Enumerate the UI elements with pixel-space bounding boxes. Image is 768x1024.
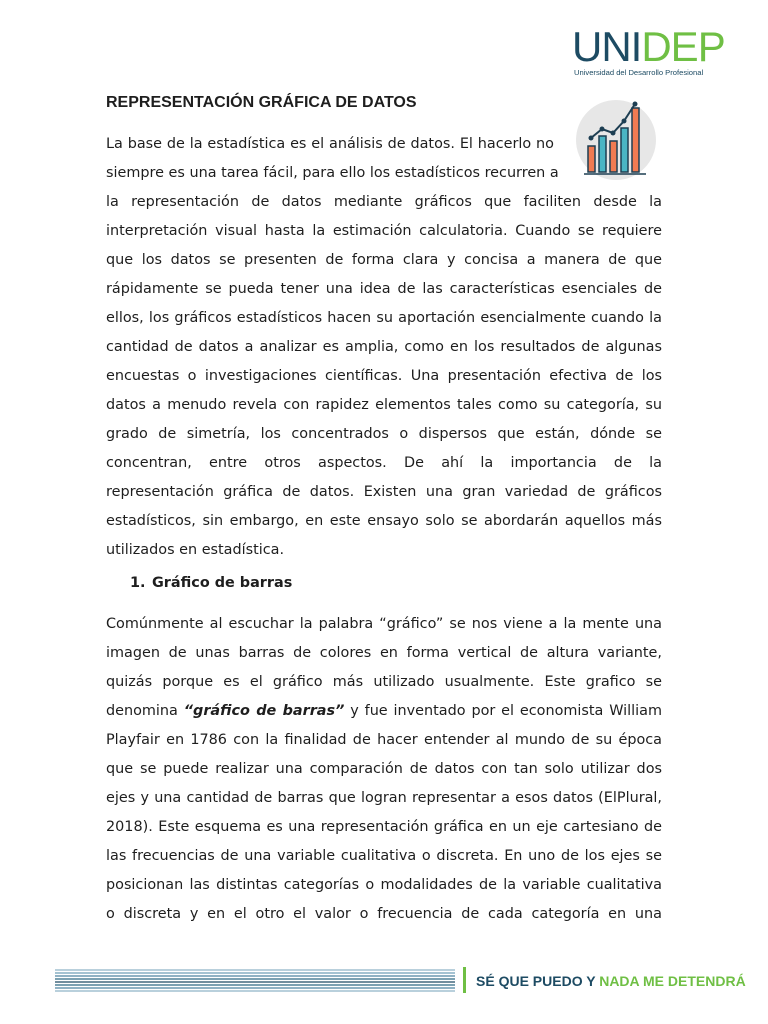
emphasized-term: “gráfico de barras”: [183, 703, 345, 719]
paragraph-line: grado de simetría, los concentrados o dispersos que están, dónde se: [106, 426, 662, 442]
paragraph-line: rápidamente se pueda tener una idea de las características esenciales de: [106, 281, 662, 297]
paragraph-line: datos a menudo revela con rapidez elementos tales como su categoría, su: [106, 397, 662, 413]
paragraph-line: encuestas o investigaciones científicas. Una presentación efectiva de los: [106, 368, 662, 384]
bar-chart-with-trend-line-icon: [572, 94, 660, 188]
paragraph-line: utilizados en estadística.: [106, 542, 285, 558]
section-title: Gráfico de barras: [152, 575, 293, 591]
paragraph-line: Comúnmente al escuchar la palabra “gráfico” se nos viene a la mente una: [106, 616, 662, 632]
slogan-part-1: SÉ QUE PUEDO Y: [476, 973, 596, 989]
paragraph-line: cantidad de datos a analizar es amplia, como en los resultados de algunas: [106, 339, 662, 355]
paragraph-line: imagen de unas barras de colores en forma vertical de altura variante,: [106, 645, 662, 661]
paragraph-line: o discreta y en el otro el valor o frecuencia de cada categoría en una: [106, 906, 662, 922]
paragraph-line: posicionan las distintas categorías o modalidades de la variable cualitativa: [106, 877, 662, 893]
section-heading: [130, 573, 292, 593]
section-number: 1.: [130, 575, 146, 591]
line-text: denomina: [106, 703, 184, 719]
paragraph-line: concentran, entre otros aspectos. De ahí la importancia de la: [106, 455, 662, 471]
footer-slogan: [476, 972, 746, 990]
line-text: y fue inventado por el economista William: [344, 703, 663, 719]
logo-subtitle: Universidad del Desarrollo Profesional: [574, 68, 704, 77]
logo-wordmark: [572, 24, 725, 70]
paragraph-line: siempre es una tarea fácil, para ello los estadísticos recurren a: [106, 165, 559, 181]
paragraph-line: las frecuencias de una variable cualitativa o discreta. En uno de los ejes se: [106, 848, 662, 864]
paragraph-line: ellos, los gráficos estadísticos hacen su aportación esencialmente cuando la: [106, 310, 662, 326]
paragraph-line: la representación de datos mediante gráficos que faciliten desde la: [106, 194, 662, 210]
slogan-part-2: NADA ME DETENDRÁ: [599, 973, 746, 989]
footer-divider: [463, 967, 466, 993]
paragraph-line: que se puede realizar una comparación de datos con tan solo utilizar dos: [106, 761, 662, 777]
paragraph-line: representación gráfica de datos. Existen una gran variedad de gráficos: [106, 484, 662, 500]
logo-uni: UNI: [572, 23, 642, 70]
paragraph-line: 2018). Este esquema es una representación gráfica en un eje cartesiano de: [106, 819, 662, 835]
page-title: REPRESENTACIÓN GRÁFICA DE DATOS: [106, 94, 417, 111]
paragraph-line: estadísticos, sin embargo, en este ensayo solo se abordarán aquellos más: [106, 513, 662, 529]
paragraph-line: La base de la estadística es el análisis de datos. El hacerlo no: [106, 136, 554, 152]
paragraph-line-with-emphasis: [106, 701, 662, 721]
footer-stripes: [55, 968, 455, 994]
paragraph-line: quizás porque es el gráfico más utilizado usualmente. Este grafico se: [106, 674, 662, 690]
paragraph-line: Playfair en 1786 con la finalidad de hacer entender al mundo de su época: [106, 732, 662, 748]
paragraph-line: ejes y una cantidad de barras que logran representar a esos datos (ElPlural,: [106, 790, 662, 806]
paragraph-line: que los datos se presenten de forma clara y concisa a manera de que: [106, 252, 662, 268]
unidep-logo: [572, 23, 725, 80]
logo-dep: DEP: [641, 23, 725, 70]
paragraph-line: interpretación visual hasta la estimación calculatoria. Cuando se requiere: [106, 223, 662, 239]
